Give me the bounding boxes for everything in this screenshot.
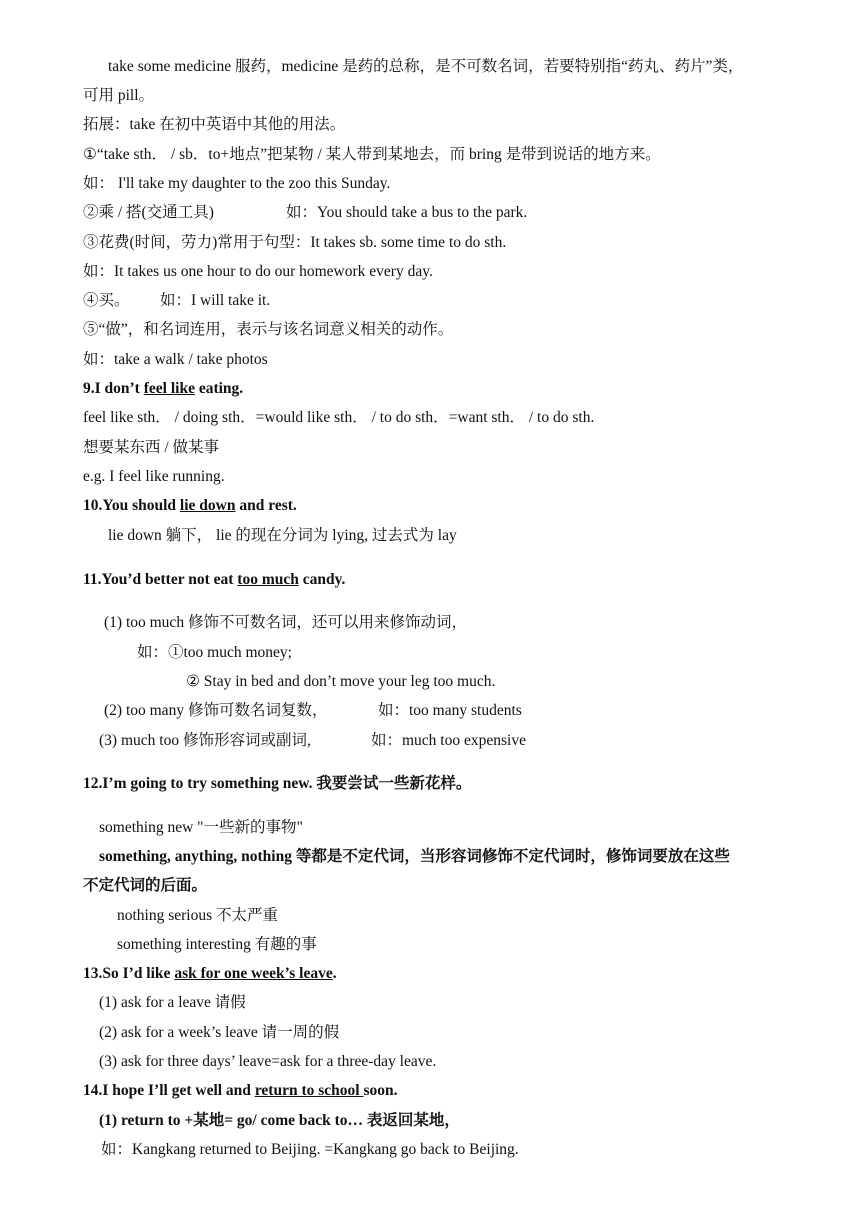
- text-line: 拓展：take 在初中英语中其他的用法。: [83, 116, 346, 133]
- heading-text: candy.: [298, 571, 346, 588]
- text-line: 可用 pill。: [83, 87, 155, 104]
- key-phrase: return to school: [254, 1082, 364, 1099]
- text-line: something new "一些新的事物": [99, 819, 303, 836]
- heading-text: soon.: [363, 1082, 398, 1099]
- text-line: 如：Kangkang returned to Beijing. =Kangkang go back to Beijing.: [101, 1141, 519, 1158]
- text-line: something, anything, nothing 等都是不定代词，当形容词修饰不定代词时，修饰词要放在这些: [99, 848, 730, 865]
- text-line: 如：①too much money;: [137, 644, 292, 661]
- text-line: (1) return to +某地= go/ come back to… 表返回某地，: [99, 1112, 460, 1129]
- text-line: (1) too much 修饰不可数名词，还可以用来修饰动词，: [104, 614, 467, 631]
- text-line: ④买。: [83, 292, 130, 309]
- text-line: take some medicine 服药，medicine 是药的总称，是不可数名词，若要特别指“药丸、药片”类，: [108, 58, 744, 75]
- text-line: ② Stay in bed and don’t move your leg too much.: [186, 673, 496, 690]
- heading-text: 9.I don’t: [83, 380, 144, 397]
- heading-text: 14.I hope I’ll get well and: [83, 1082, 255, 1099]
- heading-text: and rest.: [235, 497, 297, 514]
- text-line: lie down 躺下， lie 的现在分词为 lying, 过去式为 lay: [108, 527, 457, 544]
- text-line: (3) much too 修饰形容词或副词,: [99, 732, 311, 749]
- key-phrase: feel like: [143, 380, 195, 397]
- key-phrase: lie down: [179, 497, 236, 514]
- text-line: 如：take a walk / take photos: [83, 351, 268, 368]
- text-line: 想要某东西 / 做某事: [83, 439, 220, 456]
- heading-11: [83, 570, 345, 590]
- text-line: 如：much too expensive: [371, 732, 526, 749]
- heading-text: 13.So I’d like: [83, 965, 175, 982]
- heading-text: eating.: [194, 380, 244, 397]
- heading-9: [83, 379, 243, 399]
- text-line: nothing serious 不太严重: [117, 907, 279, 924]
- heading-13: [83, 964, 337, 984]
- text-line: (2) ask for a week’s leave 请一周的假: [99, 1024, 340, 1041]
- text-line: ⑤“做”，和名词连用，表示与该名词意义相关的动作。: [83, 321, 454, 338]
- text-line: ②乘 / 搭(交通工具): [83, 204, 214, 221]
- text-line: (3) ask for three days’ leave=ask for a three-day leave.: [99, 1053, 437, 1070]
- heading-14: [83, 1081, 397, 1101]
- heading-10: [83, 496, 297, 516]
- text-line: 如： I'll take my daughter to the zoo this Sunday.: [83, 175, 391, 192]
- heading-text: 11.You’d better not eat: [83, 571, 238, 588]
- text-line: (1) ask for a leave 请假: [99, 994, 246, 1011]
- text-line: 如：You should take a bus to the park.: [286, 204, 528, 221]
- heading-text: .: [332, 965, 337, 982]
- text-line: feel like sth． / doing sth．=would like sth． / to do sth．=want sth． / to do sth.: [83, 409, 595, 426]
- heading-12: 12.I’m going to try something new. 我要尝试一些新花样。: [83, 775, 472, 792]
- text-line: ①“take sth． / sb．to+地点”把某物 / 某人带到某地去，而 bring 是带到说话的地方来。: [83, 146, 661, 163]
- text-line: 如：I will take it.: [160, 292, 271, 309]
- text-line: 如：too many students: [378, 702, 522, 719]
- key-phrase: ask for one week’s leave: [174, 965, 333, 982]
- key-phrase: too much: [237, 571, 299, 588]
- text-line: 如：It takes us one hour to do our homework every day.: [83, 263, 433, 280]
- text-line: (2) too many 修饰可数名词复数，: [104, 702, 328, 719]
- heading-text: 10.You should: [83, 497, 180, 514]
- text-line: ③花费(时间，劳力)常用于句型：It takes sb. some time to do sth.: [83, 234, 507, 251]
- text-line: something interesting 有趣的事: [117, 936, 317, 953]
- text-line: e.g. I feel like running.: [83, 468, 225, 485]
- text-line: 不定代词的后面。: [83, 877, 208, 894]
